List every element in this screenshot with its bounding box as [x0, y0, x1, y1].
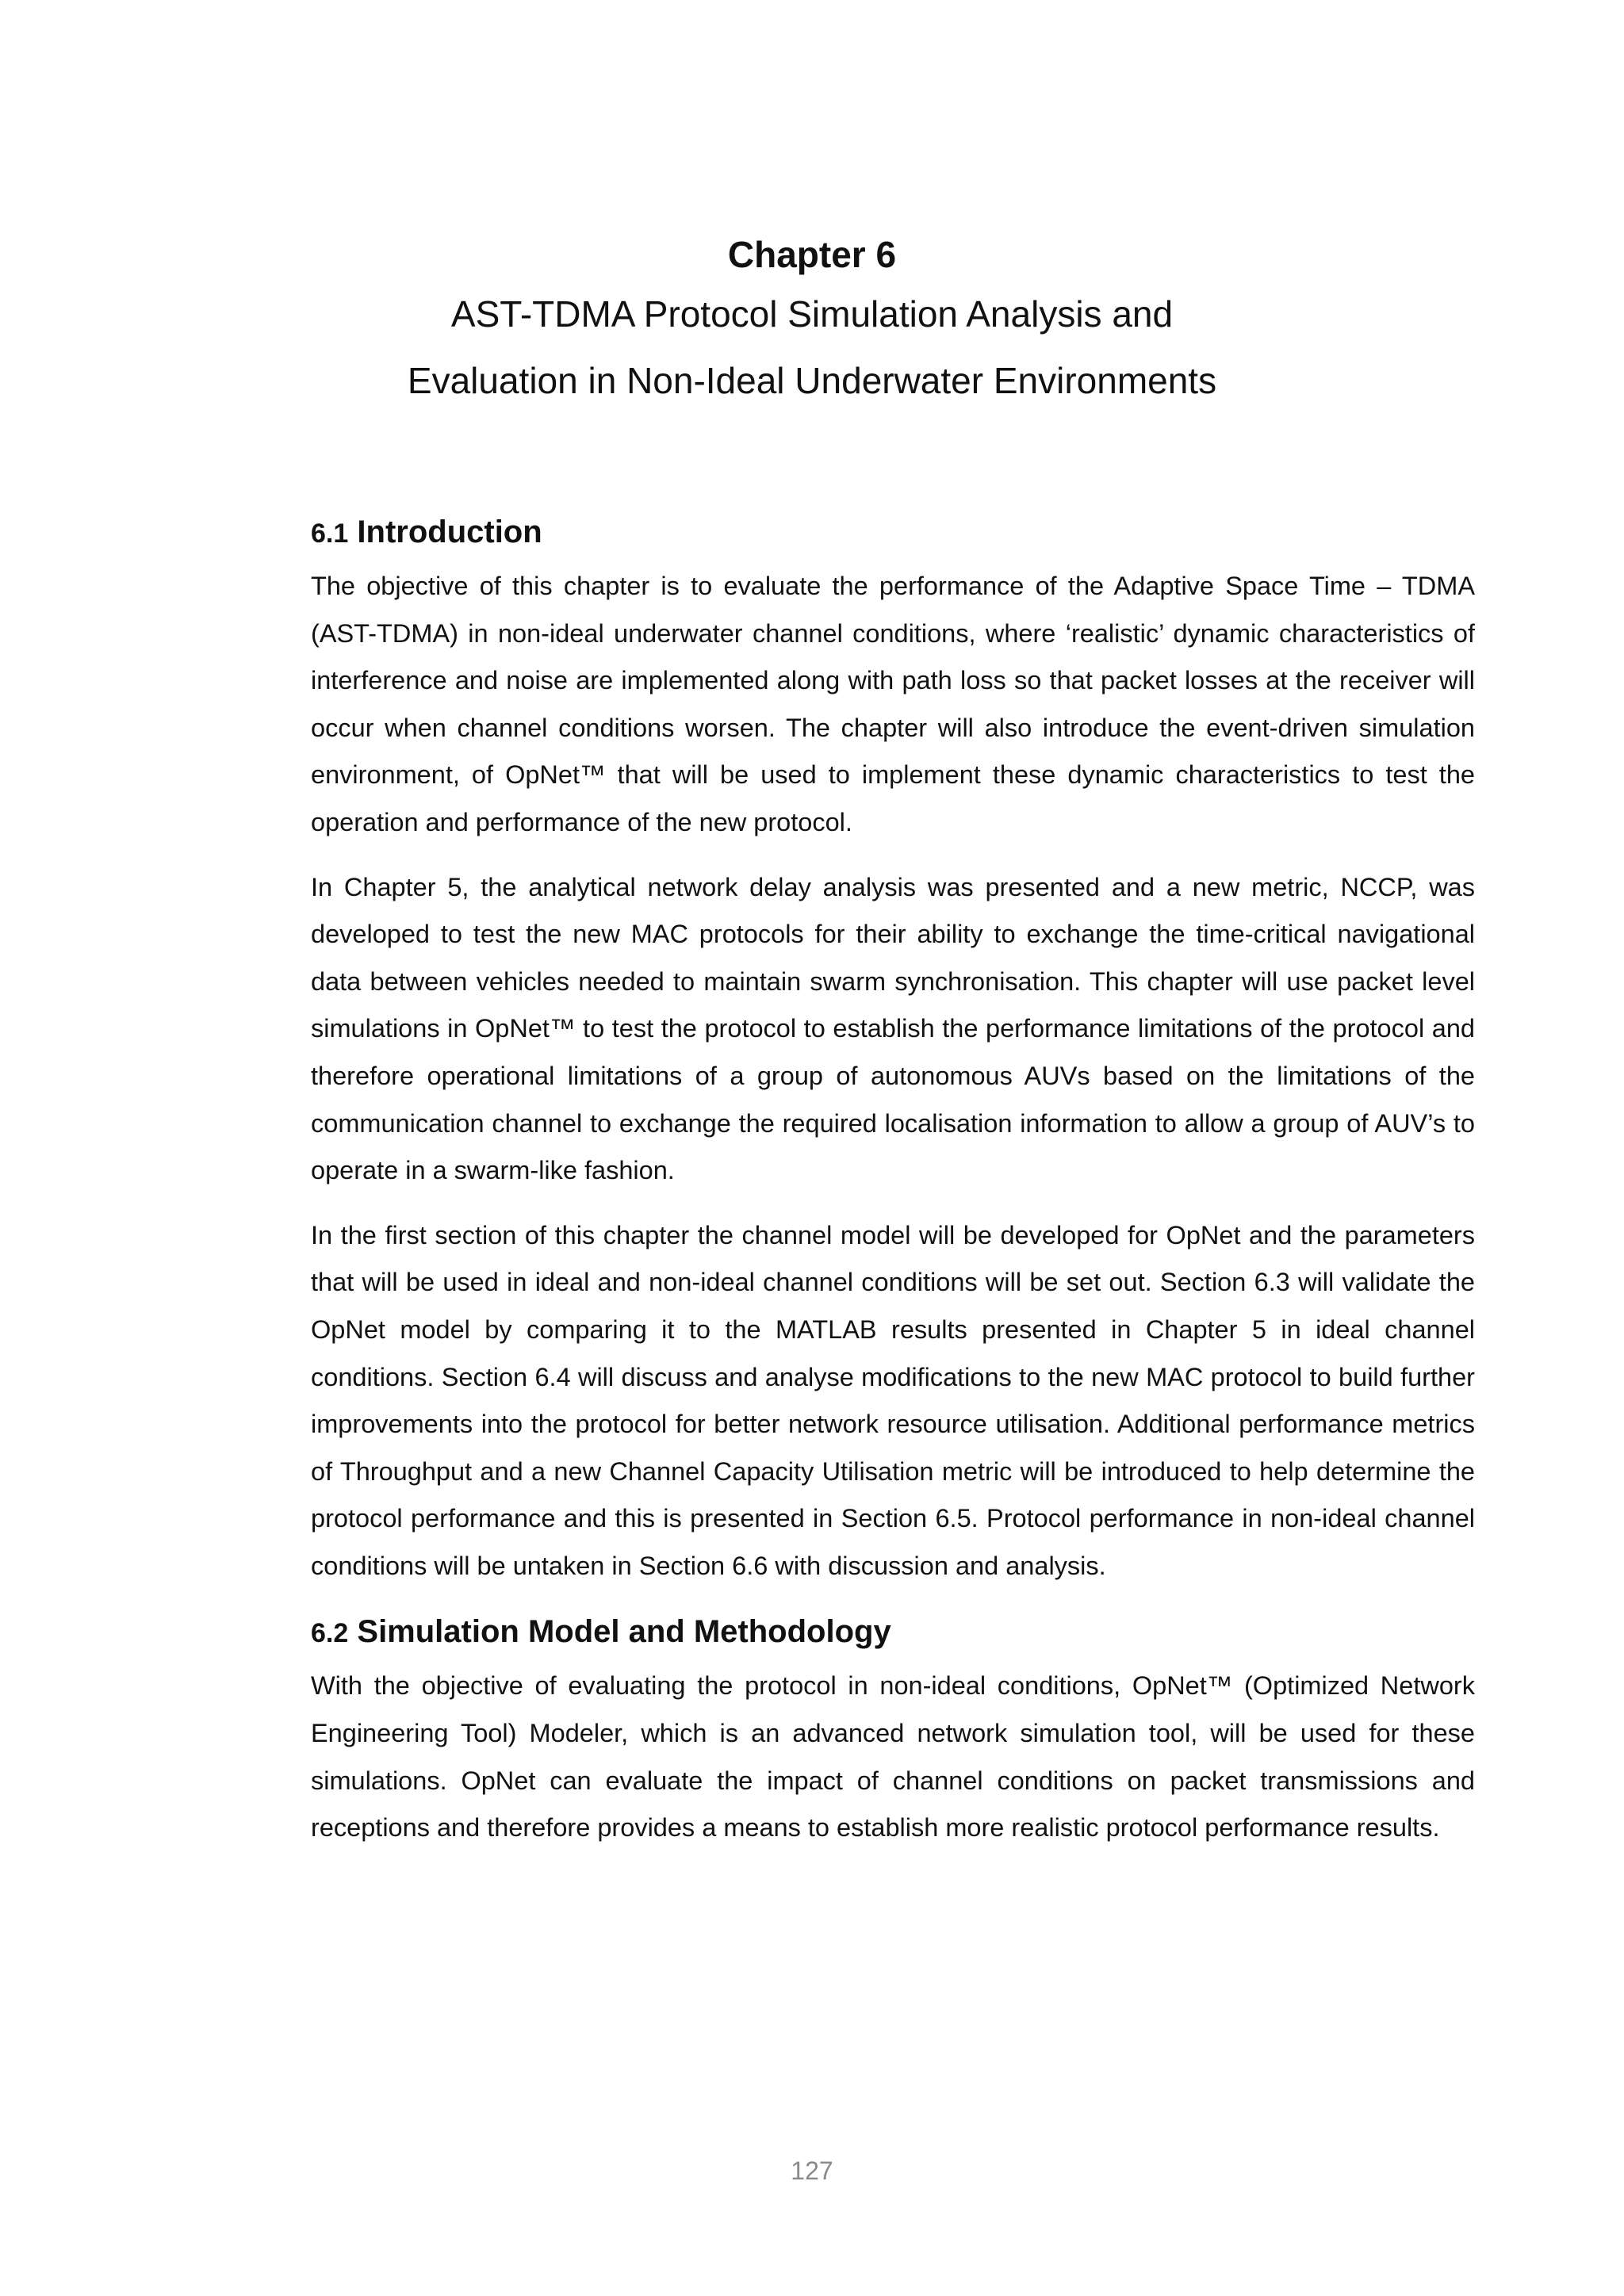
section-heading-introduction: [311, 507, 1475, 558]
chapter-title-line-1: AST-TDMA Protocol Simulation Analysis and: [450, 293, 1174, 335]
chapter-title-line-2: Evaluation in Non-Ideal Underwater Environments: [407, 360, 1217, 401]
section-number: 6.1: [311, 519, 349, 549]
paragraph: In the first section of this chapter the channel model will be developed for OpNet and the parameters that will be used in ideal and non-ideal channel conditions will be set out. Section 6.3 will validate the OpNet model by comparing it to the MATLAB results presented in Chapter 5 in ideal channel conditions. Section 6.4 will discuss and analyse modifications to the new MAC protocol to build further improvements into the protocol for better network resource utilisation. Additional performance metrics of Throughput and a new Channel Capacity Utilisation metric will be introduced to help determine the protocol performance and this is presented in Section 6.5. Protocol performance in non-ideal channel conditions will be untaken in Section 6.6 with discussion and analysis.: [311, 1220, 1475, 1580]
page-number: 127: [791, 2156, 833, 2185]
chapter-heading: [0, 228, 1624, 414]
paragraph: With the objective of evaluating the protocol in non-ideal conditions, OpNet™ (Optimized Network Engineering Tool) Modeler, which is an advanced network simulation tool, will be used for these simulations. OpNet can evaluate the impact of channel conditions on packet transmissions and receptions and therefore provides a means to establish more realistic protocol performance results.: [311, 1671, 1475, 1843]
chapter-number: Chapter 6: [727, 234, 897, 275]
paragraph: In Chapter 5, the analytical network delay analysis was presented and a new metric, NCCP, was developed to test the new MAC protocols for their ability to exchange the time-critical navigational data between vehicles needed to maintain swarm synchronisation. This chapter will use packet level simulations in OpNet™ to test the protocol to establish the performance limitations of the protocol and therefore operational limitations of a group of autonomous AUVs based on the limitations of the communication channel to exchange the required localisation information to allow a group of AUV’s to operate in a swarm-like fashion.: [311, 872, 1475, 1185]
section-title: Introduction: [357, 515, 542, 549]
body-content: [311, 507, 1475, 1869]
section-heading-simulation-model: [311, 1607, 1475, 1658]
paragraph: The objective of this chapter is to evaluate the performance of the Adaptive Space Time – TDMA (AST-TDMA) in non-ideal underwater channel conditions, where ‘realistic’ dynamic characteristics of interference and noise are implemented along with path loss so that packet losses at the receiver will occur when channel conditions worsen. The chapter will also introduce the event-driven simulation environment, of OpNet™ that will be used to implement these dynamic characteristics to test the operation and performance of the new protocol.: [311, 572, 1475, 836]
section-number: 6.2: [311, 1618, 349, 1649]
section-title: Simulation Model and Methodology: [357, 1614, 891, 1650]
